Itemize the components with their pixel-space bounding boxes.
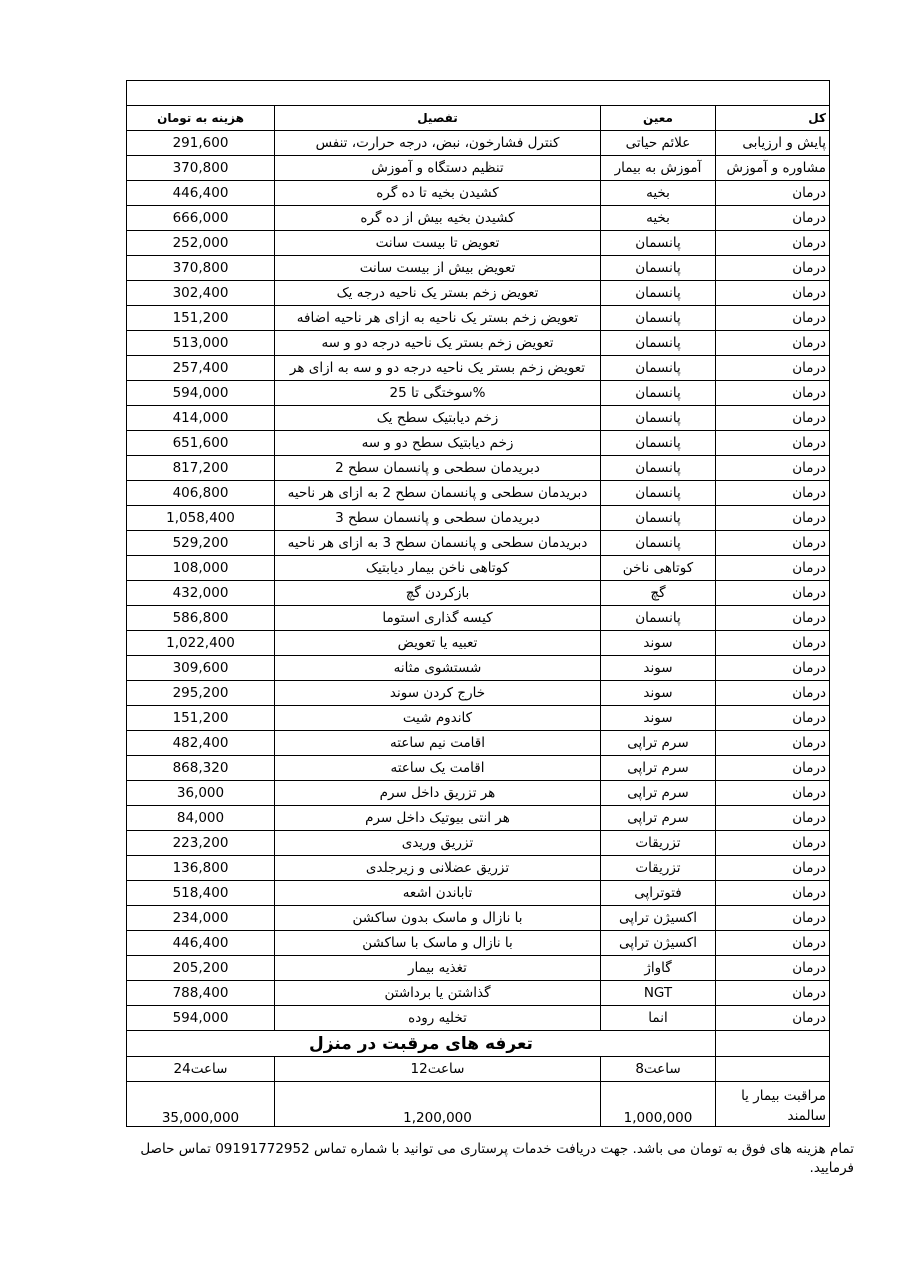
detail-cell: دبریدمان سطحی و پانسمان سطح 3 (275, 506, 601, 531)
kol-cell: درمان (716, 181, 830, 206)
cost-cell: 1,022,400 (127, 631, 275, 656)
cost-cell: 291,600 (127, 131, 275, 156)
care-label: مراقبت بیمار یا سالمند (716, 1082, 830, 1127)
detail-cell: گذاشتن یا برداشتن (275, 981, 601, 1006)
detail-cell: کوتاهی ناخن بیمار دیابتیک (275, 556, 601, 581)
table-row (127, 131, 830, 156)
cost-cell: 666,000 (127, 206, 275, 231)
cost-cell: 257,400 (127, 356, 275, 381)
kol-cell: درمان (716, 981, 830, 1006)
hours-row (127, 1057, 830, 1082)
cost-cell: 513,000 (127, 331, 275, 356)
kol-cell: درمان (716, 906, 830, 931)
detail-cell: تزریق وریدی (275, 831, 601, 856)
cost-cell: 817,200 (127, 456, 275, 481)
detail-cell: هر تزریق داخل سرم (275, 781, 601, 806)
header-moein: معین (601, 106, 716, 131)
detail-cell: هر انتی بیوتیک داخل سرم (275, 806, 601, 831)
table-row (127, 356, 830, 381)
detail-cell: دبریدمان سطحی و پانسمان سطح 2 (275, 456, 601, 481)
kol-cell: درمان (716, 731, 830, 756)
moein-cell: بخیه (601, 206, 716, 231)
moein-cell: پانسمان (601, 531, 716, 556)
kol-cell: درمان (716, 656, 830, 681)
hours-24: ساعت24 (127, 1057, 275, 1082)
cost-cell: 370,800 (127, 156, 275, 181)
detail-cell: کاندوم شیت (275, 706, 601, 731)
header-kol: کل (716, 106, 830, 131)
cost-cell: 309,600 (127, 656, 275, 681)
kol-cell: درمان (716, 706, 830, 731)
table-row (127, 256, 830, 281)
detail-cell: زخم دیابتیک سطح یک (275, 406, 601, 431)
table-row (127, 956, 830, 981)
moein-cell: بخیه (601, 181, 716, 206)
cost-cell: 482,400 (127, 731, 275, 756)
cost-cell: 868,320 (127, 756, 275, 781)
detail-cell: بازکردن گچ (275, 581, 601, 606)
cost-cell: 108,000 (127, 556, 275, 581)
detail-cell: %سوختگی تا 25 (275, 381, 601, 406)
cost-cell: 1,058,400 (127, 506, 275, 531)
kol-cell: درمان (716, 206, 830, 231)
table-row (127, 981, 830, 1006)
moein-cell: گچ (601, 581, 716, 606)
kol-cell: مشاوره و آموزش (716, 156, 830, 181)
care-price-24: 35,000,000 (127, 1082, 275, 1127)
table-row (127, 481, 830, 506)
moein-cell: اکسیژن تراپی (601, 931, 716, 956)
kol-cell: درمان (716, 306, 830, 331)
moein-cell: پانسمان (601, 506, 716, 531)
table-row (127, 556, 830, 581)
cost-cell: 234,000 (127, 906, 275, 931)
moein-cell: کوتاهی ناخن (601, 556, 716, 581)
moein-cell: اکسیژن تراپی (601, 906, 716, 931)
moein-cell: سوند (601, 631, 716, 656)
kol-cell: درمان (716, 431, 830, 456)
section-row (127, 1031, 830, 1057)
moein-cell: سوند (601, 681, 716, 706)
detail-cell: تعویض بیش از بیست سانت (275, 256, 601, 281)
detail-cell: با نازال و ماسک بدون ساکشن (275, 906, 601, 931)
cost-cell: 223,200 (127, 831, 275, 856)
table-row (127, 856, 830, 881)
table-row (127, 506, 830, 531)
blank-cell (127, 81, 830, 106)
kol-cell: درمان (716, 281, 830, 306)
cost-cell: 518,400 (127, 881, 275, 906)
header-cost: هزینه به تومان (127, 106, 275, 131)
kol-cell: درمان (716, 581, 830, 606)
table-row (127, 456, 830, 481)
table-row (127, 181, 830, 206)
table-row (127, 781, 830, 806)
cost-cell: 151,200 (127, 706, 275, 731)
kol-cell: درمان (716, 231, 830, 256)
table-row (127, 306, 830, 331)
care-price-12: 1,200,000 (275, 1082, 601, 1127)
moein-cell: فتوتراپی (601, 881, 716, 906)
cost-cell: 594,000 (127, 1006, 275, 1031)
hours-12: ساعت12 (275, 1057, 601, 1082)
cost-cell: 151,200 (127, 306, 275, 331)
table-row (127, 331, 830, 356)
cost-cell: 36,000 (127, 781, 275, 806)
kol-cell: درمان (716, 931, 830, 956)
kol-cell: درمان (716, 456, 830, 481)
cost-cell: 586,800 (127, 606, 275, 631)
kol-cell: پایش و ارزیابی (716, 131, 830, 156)
kol-cell: درمان (716, 556, 830, 581)
cost-cell: 446,400 (127, 931, 275, 956)
moein-cell: پانسمان (601, 356, 716, 381)
moein-cell: پانسمان (601, 606, 716, 631)
detail-cell: تخلیه روده (275, 1006, 601, 1031)
table-row (127, 406, 830, 431)
detail-cell: اقامت نیم ساعته (275, 731, 601, 756)
kol-cell: درمان (716, 331, 830, 356)
moein-cell: سوند (601, 656, 716, 681)
kol-cell: درمان (716, 506, 830, 531)
table-row (127, 631, 830, 656)
table-row (127, 581, 830, 606)
moein-cell: سرم تراپی (601, 756, 716, 781)
kol-cell: درمان (716, 681, 830, 706)
table-row (127, 431, 830, 456)
hours-empty-cell (716, 1057, 830, 1082)
detail-cell: تزریق عضلانی و زیرجلدی (275, 856, 601, 881)
cost-cell: 252,000 (127, 231, 275, 256)
moein-cell: علائم حیاتی (601, 131, 716, 156)
table-row (127, 656, 830, 681)
kol-cell: درمان (716, 756, 830, 781)
table-row (127, 906, 830, 931)
moein-cell: NGT (601, 981, 716, 1006)
kol-cell: درمان (716, 631, 830, 656)
kol-cell: درمان (716, 381, 830, 406)
section-title: تعرفه های مرقبت در منزل (127, 1031, 716, 1057)
detail-cell: کیسه گذاری استوما (275, 606, 601, 631)
cost-cell: 446,400 (127, 181, 275, 206)
tariff-table (126, 80, 830, 1127)
table-row (127, 881, 830, 906)
section-empty-cell (716, 1031, 830, 1057)
kol-cell: درمان (716, 1006, 830, 1031)
kol-cell: درمان (716, 356, 830, 381)
kol-cell: درمان (716, 831, 830, 856)
table-row (127, 1006, 830, 1031)
moein-cell: پانسمان (601, 331, 716, 356)
kol-cell: درمان (716, 781, 830, 806)
moein-cell: پانسمان (601, 381, 716, 406)
header-row (127, 106, 830, 131)
detail-cell: تنظیم دستگاه و آموزش (275, 156, 601, 181)
moein-cell: سرم تراپی (601, 781, 716, 806)
footer-note: تمام هزینه های فوق به تومان می باشد. جهت دریافت خدمات پرستاری می توانید با شماره تماس 09191772952 تماس حاصل فرمایید. (140, 1141, 854, 1176)
table-row (127, 931, 830, 956)
cost-cell: 594,000 (127, 381, 275, 406)
table-row (127, 206, 830, 231)
kol-cell: درمان (716, 481, 830, 506)
moein-cell: پانسمان (601, 456, 716, 481)
table-row (127, 231, 830, 256)
table-row (127, 756, 830, 781)
cost-cell: 651,600 (127, 431, 275, 456)
kol-cell: درمان (716, 606, 830, 631)
table-row (127, 531, 830, 556)
detail-cell: کشیدن بخیه تا ده گره (275, 181, 601, 206)
cost-cell: 84,000 (127, 806, 275, 831)
moein-cell: آموزش به بیمار (601, 156, 716, 181)
detail-cell: اقامت یک ساعته (275, 756, 601, 781)
detail-cell: شستشوی مثانه (275, 656, 601, 681)
detail-cell: کشیدن بخیه بیش از ده گره (275, 206, 601, 231)
cost-cell: 302,400 (127, 281, 275, 306)
table-row (127, 681, 830, 706)
detail-cell: تعویض زخم بستر یک ناحیه درجه دو و سه به ازای هر (275, 356, 601, 381)
detail-cell: تاباندن اشعه (275, 881, 601, 906)
kol-cell: درمان (716, 531, 830, 556)
detail-cell: تغذیه بیمار (275, 956, 601, 981)
cost-cell: 414,000 (127, 406, 275, 431)
moein-cell: گاواژ (601, 956, 716, 981)
moein-cell: پانسمان (601, 256, 716, 281)
cost-cell: 788,400 (127, 981, 275, 1006)
detail-cell: دبریدمان سطحی و پانسمان سطح 3 به ازای هر ناحیه (275, 531, 601, 556)
table-row (127, 156, 830, 181)
detail-cell: تعبیه یا تعویض (275, 631, 601, 656)
moein-cell: سرم تراپی (601, 731, 716, 756)
detail-cell: تعویض زخم بستر یک ناحیه درجه یک (275, 281, 601, 306)
cost-cell: 136,800 (127, 856, 275, 881)
hours-8: ساعت8 (601, 1057, 716, 1082)
moein-cell: پانسمان (601, 231, 716, 256)
detail-cell: خارج کردن سوند (275, 681, 601, 706)
care-row (127, 1082, 830, 1127)
cost-cell: 205,200 (127, 956, 275, 981)
detail-cell: تعویض زخم بستر یک ناحیه درجه دو و سه (275, 331, 601, 356)
moein-cell: سرم تراپی (601, 806, 716, 831)
detail-cell: تعویض زخم بستر یک ناحیه به ازای هر ناحیه اضافه (275, 306, 601, 331)
kol-cell: درمان (716, 956, 830, 981)
kol-cell: درمان (716, 806, 830, 831)
cost-cell: 295,200 (127, 681, 275, 706)
table-row (127, 806, 830, 831)
moein-cell: تزریقات (601, 831, 716, 856)
moein-cell: پانسمان (601, 306, 716, 331)
cost-cell: 406,800 (127, 481, 275, 506)
table-row (127, 706, 830, 731)
moein-cell: پانسمان (601, 481, 716, 506)
kol-cell: درمان (716, 881, 830, 906)
table-row (127, 281, 830, 306)
moein-cell: پانسمان (601, 281, 716, 306)
detail-cell: با نازال و ماسک با ساکشن (275, 931, 601, 956)
detail-cell: زخم دیابتیک سطح دو و سه (275, 431, 601, 456)
detail-cell: کنترل فشارخون، نبض، درجه حرارت، تنفس (275, 131, 601, 156)
moein-cell: تزریقات (601, 856, 716, 881)
kol-cell: درمان (716, 406, 830, 431)
moein-cell: سوند (601, 706, 716, 731)
cost-cell: 370,800 (127, 256, 275, 281)
cost-cell: 432,000 (127, 581, 275, 606)
table-row (127, 831, 830, 856)
kol-cell: درمان (716, 856, 830, 881)
table-row (127, 731, 830, 756)
care-price-8: 1,000,000 (601, 1082, 716, 1127)
cost-cell: 529,200 (127, 531, 275, 556)
moein-cell: پانسمان (601, 431, 716, 456)
table-row (127, 381, 830, 406)
kol-cell: درمان (716, 256, 830, 281)
detail-cell: دبریدمان سطحی و پانسمان سطح 2 به ازای هر ناحیه (275, 481, 601, 506)
detail-cell: تعویض تا بیست سانت (275, 231, 601, 256)
moein-cell: انما (601, 1006, 716, 1031)
moein-cell: پانسمان (601, 406, 716, 431)
header-detail: تفصیل (275, 106, 601, 131)
table-row (127, 606, 830, 631)
blank-row (127, 81, 830, 106)
